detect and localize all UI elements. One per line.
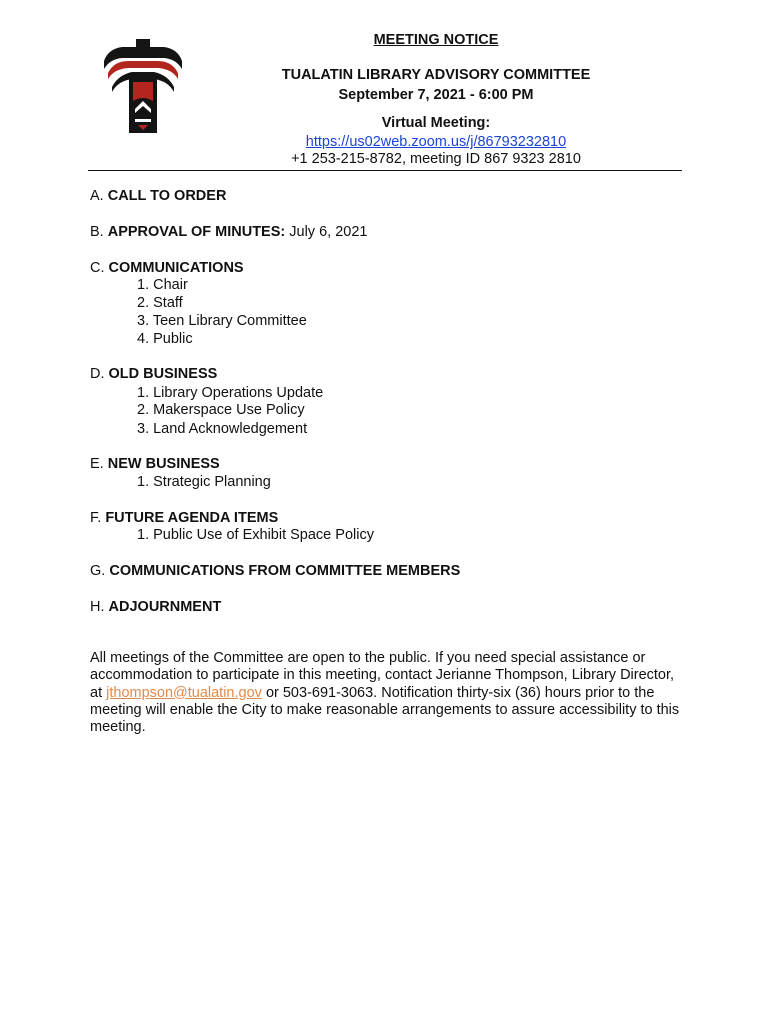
section-prefix: C. <box>90 260 105 276</box>
minutes-date: July 6, 2021 <box>289 224 368 240</box>
section-prefix: A. <box>90 188 104 204</box>
section-label: OLD BUSINESS <box>108 366 218 382</box>
section-prefix: D. <box>90 366 105 382</box>
phone-meeting-id: +1 253-215-8782, meeting ID 867 9323 2810 <box>291 151 581 167</box>
notice-text: or 503-691-3063. Notification thirty-six (36) hours prior to the meeting will enable the City to make reasonable arrangements to assure accessibility to this meeting. <box>90 684 680 736</box>
section-prefix: G. <box>90 563 106 579</box>
agenda-section-c <box>90 260 244 276</box>
meeting-notice-title: MEETING NOTICE <box>373 32 499 48</box>
agenda-section-e <box>90 456 220 472</box>
agenda-section-h <box>90 599 221 615</box>
agenda-section-d <box>90 366 217 382</box>
virtual-meeting-label: Virtual Meeting: <box>381 115 491 131</box>
section-prefix: F. <box>90 510 102 526</box>
agenda-section-b <box>90 224 367 240</box>
zoom-link[interactable]: https://us02web.zoom.us/j/86793232810 <box>305 134 567 150</box>
list-item: 1. Public Use of Exhibit Space Policy <box>137 527 374 543</box>
section-label: COMMUNICATIONS FROM COMMITTEE MEMBERS <box>109 563 461 579</box>
section-prefix: E. <box>90 456 104 472</box>
agenda-section-a <box>90 188 226 204</box>
list-item: 3. Teen Library Committee <box>137 313 307 329</box>
section-prefix: B. <box>90 224 104 240</box>
list-item: 2. Staff <box>137 295 183 311</box>
section-label: CALL TO ORDER <box>107 188 227 204</box>
accessibility-notice <box>90 650 690 736</box>
tualatin-city-logo <box>102 39 184 135</box>
committee-name: TUALATIN LIBRARY ADVISORY COMMITTEE <box>281 67 591 83</box>
meeting-date-time: September 7, 2021 - 6:00 PM <box>338 87 534 103</box>
list-item: 1. Chair <box>137 277 188 293</box>
notice-text: All meetings of the Committee are open to the public. If you need special assistance or accommodation to participate in this meeting, contact Jerianne Thompson, Library Director, at <box>90 650 675 701</box>
section-label: NEW BUSINESS <box>107 456 220 472</box>
list-item: 4. Public <box>137 331 193 347</box>
section-label: APPROVAL OF MINUTES: <box>107 224 286 240</box>
email-link[interactable]: jthompson@tualatin.gov <box>106 684 262 701</box>
list-item: 3. Land Acknowledgement <box>137 421 308 437</box>
section-label: FUTURE AGENDA ITEMS <box>105 510 279 526</box>
agenda-section-f <box>90 510 278 526</box>
agenda-section-g <box>90 563 460 579</box>
section-prefix: H. <box>90 599 105 615</box>
list-item: 1. Library Operations Update <box>137 385 324 401</box>
list-item: 2. Makerspace Use Policy <box>137 402 305 418</box>
zoom-link-row <box>190 134 682 150</box>
section-label: ADJOURNMENT <box>108 599 222 615</box>
header-divider <box>88 170 682 171</box>
section-label: COMMUNICATIONS <box>108 260 244 276</box>
list-item: 1. Strategic Planning <box>137 474 271 490</box>
